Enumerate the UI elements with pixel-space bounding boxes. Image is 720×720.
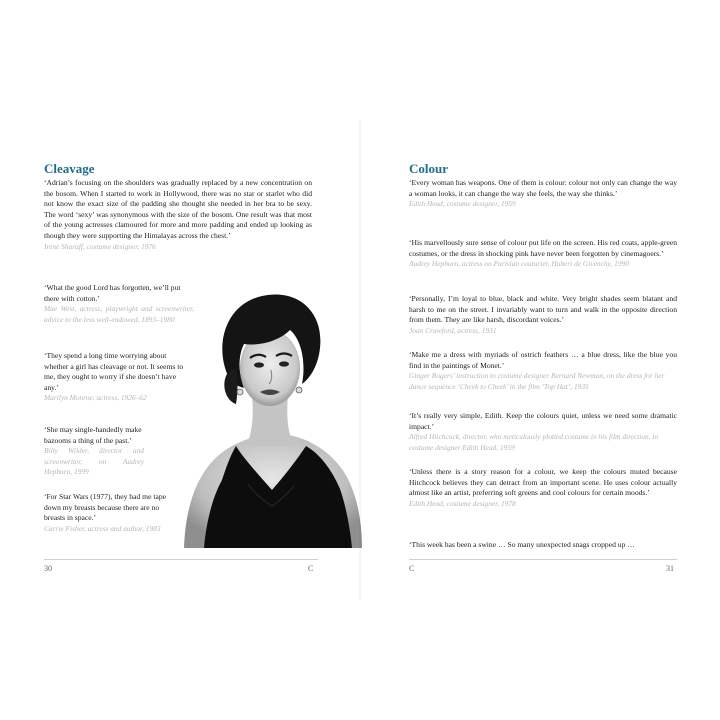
page-number: 30	[44, 564, 52, 573]
section-heading-cleavage: Cleavage	[44, 161, 95, 176]
quote-text: ‘Make me a dress with myriads of ostrich feathers … a blue dress, like the blue you find in the paintings of Monet.’	[409, 350, 677, 370]
section-heading-colour: Colour	[409, 161, 448, 176]
right-page	[360, 0, 720, 720]
quote-block	[409, 467, 677, 509]
quote-attribution: Marilyn Monroe, actress, 1926–62	[44, 393, 147, 403]
quote-text: ‘This week has been a swine … So many unexpected snags cropped up …	[409, 540, 635, 549]
quote-block	[409, 238, 677, 270]
quote-block	[409, 294, 677, 336]
quote-text: ‘Every woman has weapons. One of them is colour: colour not only can change the way a woman looks, it can change the way she feels, the way she thinks.’	[409, 178, 677, 198]
quote-text: ‘Personally, I’m loyal to blue, black and white. Very bright shades seem blatant and harsh to me on the street. I invariably want to turn and walk in the opposite direction from them. They are like harsh, discordant voices.’	[409, 294, 677, 325]
quote-attribution: Edith Head, costume designer, 1959	[409, 199, 516, 209]
footer-rule	[409, 559, 677, 560]
quote-attribution: Carrie Fisher, actress and author, 1983	[44, 523, 161, 533]
quote-attribution: Alfred Hitchcock, director, who meticulously plotted costume in his film direction, to costume designer Edith Head, 1959	[409, 432, 659, 452]
quote-attribution: Billy Wilder, director and screenwriter, on Audrey Hepburn, 1999	[44, 446, 144, 476]
quote-text: ‘For Star Wars (1977), they had me tape down my breasts because there are no breasts in space.’	[44, 492, 166, 523]
quote-attribution: Joan Crawford, actress, 1931	[409, 325, 497, 335]
quote-block	[409, 178, 677, 210]
quote-text: ‘It’s really very simple, Edith. Keep the colours quiet, unless we need some dramatic impact.’	[409, 411, 677, 431]
quote-text: ‘His marvellously sure sense of colour put life on the screen. His red coats, apple-green costumes, or the dress in shocking pink have never been forgotten by cinemagoers.’	[409, 238, 677, 258]
actress-portrait-photo	[174, 284, 362, 548]
quote-block	[44, 283, 194, 325]
section-letter: C	[409, 564, 415, 573]
quote-text: ‘What the good Lord has forgotten, we’ll put there with cotton.’	[44, 283, 181, 303]
quote-attribution: Audrey Hepburn, actress on Parisian couturier, Hubert de Givenchy, 1990	[409, 259, 629, 269]
quote-attribution: Irene Sharaff, costume designer, 1976	[44, 241, 156, 251]
quote-text: ‘Adrian’s focusing on the shoulders was gradually replaced by a new concentration on the bosom. When I started to work in Hollywood, there was no star or starlet who did not know the exact size of the padding she thought she needed in her bra to be sexy. The word ‘sexy’ was synonymous with the size of the bosom. One result was that most of the young actresses clamoured for more and more padding and ended up looking as though they were supporting the Himalayas across the chest.’	[44, 178, 312, 240]
quote-block	[409, 350, 677, 392]
quote-text: ‘Unless there is a story reason for a colour, we keep the colours muted because Hitchcock believes they can detract from an important scene. He uses colour actually almost like an artist, preferring soft greens and cool colours for certain moods.’	[409, 467, 677, 498]
section-letter: C	[308, 564, 314, 573]
quote-attribution: Edith Head, costume designer, 1978	[409, 498, 516, 508]
quote-block	[44, 425, 144, 477]
quote-text: ‘They spend a long time worrying about whether a girl has cleavage or not. It seems to me, they ought to worry if she doesn’t have any.’	[44, 351, 184, 392]
quote-block	[409, 411, 677, 453]
quote-attribution: Mae West, actress, playwright and screenwriter, advice to the less well-endowed, 1893–1980	[44, 304, 194, 324]
quote-block	[44, 178, 312, 252]
quote-block	[409, 540, 677, 551]
quote-block	[44, 492, 179, 534]
page-number: 31	[666, 564, 674, 573]
footer-rule	[44, 559, 318, 560]
quote-text: ‘She may single-handedly make bazooms a thing of the past.’	[44, 425, 142, 445]
quote-attribution: Ginger Rogers’ instruction to costume designer Bernard Newman, on the dress for her dance sequence ‘Cheek to Cheek’ in the film ‘Top Hat’, 1935	[409, 371, 665, 391]
quote-block	[44, 351, 189, 404]
